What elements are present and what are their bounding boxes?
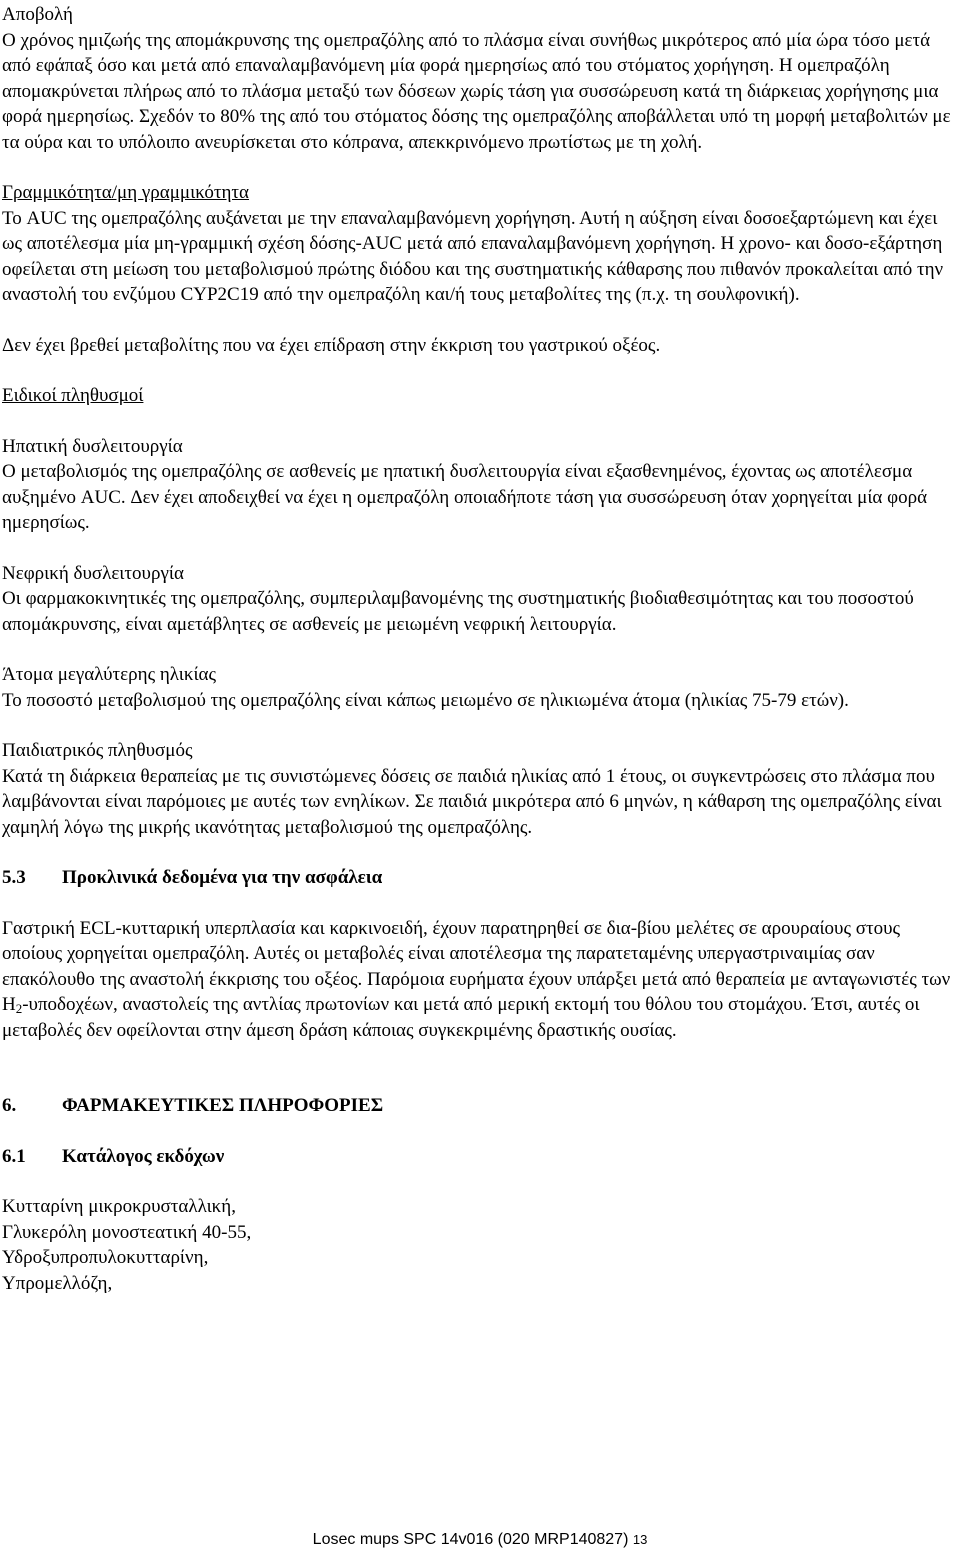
section-5-3-title: Προκλινικά δεδομένα για την ασφάλεια xyxy=(62,867,383,888)
section-6-1-heading xyxy=(2,1144,954,1170)
elimination-heading: Αποβολή xyxy=(2,4,73,25)
elderly-paragraph: Το ποσοστό μεταβολισμού της ομεπραζόλης είναι κάπως μειωμένο σε ηλικιωμένα άτομα (ηλικίας 75-79 ετών). xyxy=(2,689,849,711)
section-6-number: 6. xyxy=(2,1095,17,1116)
section-6-heading xyxy=(2,1093,954,1119)
excipient-item: Υπρομελλόζη, xyxy=(2,1272,113,1294)
linearity-paragraph: Το AUC της ομεπραζόλης αυξάνεται με την επαναλαμβανόμενη χορήγηση. Αυτή η αύξηση είναι δοσοεξαρτώμενη και έχει ως αποτέλεσμα μία μη-γραμμική σχέση δόσης-AUC μετά από επαναλαμβανόμενη χορήγηση. Η χρονο- και δοσο-εξάρτηση οφείλεται στη μείωση του μεταβολισμού πρώτης διόδου και της συστηματικής κάθαρσης που πιθανόν προκαλείται από την αναστολή του ενζύμου CYP2C19 από την ομεπραζόλη και/ή τους μεταβολίτες της (π.χ. τη σουλφονική). xyxy=(2,207,944,305)
elderly-heading: Άτομα μεγαλύτερης ηλικίας xyxy=(2,664,217,685)
excipient-item: Κυτταρίνη μικροκρυσταλλική, xyxy=(2,1196,236,1217)
hepatic-heading: Ηπατική δυσλειτουργία xyxy=(2,435,183,457)
renal-paragraph: Οι φαρμακοκινητικές της ομεπραζόλης, συμπεριλαμβανομένης της συστηματικής βιοδιαθεσιμότητας και του ποσοστού απομάκρυνσης, είναι αμετάβλητες σε ασθενείς με μειωμένη νεφρική λειτουργία. xyxy=(2,588,914,635)
excipient-item: Υδροξυπροπυλοκυτταρίνη, xyxy=(2,1247,209,1268)
section-6-1-title: Κατάλογος εκδόχων xyxy=(62,1145,225,1167)
hepatic-paragraph: Ο μεταβολισμός της ομεπραζόλης σε ασθενείς με ηπατική δυσλειτουργία είναι εξασθενημένος, έχοντας ως αποτέλεσμα αυξημένο AUC. Δεν έχει αποδειχθεί να έχει η ομεπραζόλη οποιαδήποτε τάση για συσσώρευση όταν χορηγείται μία φορά ημερησίως. xyxy=(2,461,928,533)
section-6-1-number: 6.1 xyxy=(2,1145,26,1167)
preclinical-text-part1: Γαστρική ECL-κυτταρική υπερπλασία και καρκινοειδή, έχουν παρατηρηθεί σε δια-βίου μελέτες σε αρουραίους στους οποίους χορηγείται ομεπραζόλη. Αυτές οι μεταβολές είναι αποτέλεσμα της παρατεταμένης υπεργαστριναιμίας σαν επακόλουθο της αναστολή έκκρισης του οξέος. Παρόμοια ευρήματα έχουν υπάρξει μετά από θεραπεία με ανταγωνιστές των H xyxy=(2,917,951,1015)
excipients-list xyxy=(2,1194,954,1296)
section-5-3-number: 5.3 xyxy=(2,867,26,888)
elimination-paragraph: Ο χρόνος ημιζωής της απομάκρυνσης της ομεπραζόλης από το πλάσμα είναι συνήθως μικρότερος από μία ώρα τόσο μετά από εφάπαξ όσο και μετά από επαναλαμβανόμενη μία φορά ημερησίως από του στόματος χορήγηση. Η ομεπραζόλη απομακρύνεται πλήρως από το πλάσμα μεταξύ των δόσεων χωρίς τάση για συσσώρευση κατά τη διάρκειας χορήγησης μια φορά ημερησίως. Σχεδόν το 80% της από του στόματος δόσης της ομεπραζόλης αποβάλλεται υπό τη μορφή μεταβολιτών με τα ούρα και το υπόλοιπο ανευρίσκεται στο κόπρανα, απεκκρινόμενο πρωτίστως με τη χολή. xyxy=(2,29,951,153)
h2-subscript: 2 xyxy=(15,1001,23,1016)
metabolite-paragraph: Δεν έχει βρεθεί μεταβολίτης που να έχει επίδραση στην έκκριση του γαστρικού οξέος. xyxy=(2,334,661,356)
renal-heading: Νεφρική δυσλειτουργία xyxy=(2,562,184,584)
section-5-3-heading xyxy=(2,865,954,891)
linearity-heading: Γραμμικότητα/μη γραμμικότητα xyxy=(2,182,250,203)
preclinical-text-part2: -υποδοχέων, αναστολείς της αντλίας πρωτονίων και μετά από μερική εκτομή του θόλου του στομάχου. Έτσι, αυτές οι μεταβολές δεν οφείλονται στην άμεση δράση κάποιας συγκεκριμένης δραστικής ουσίας. xyxy=(2,994,920,1041)
preclinical-paragraph xyxy=(2,916,954,1044)
paediatric-heading: Παιδιατρικός πληθυσμός xyxy=(2,740,193,761)
section-6-title: ΦΑΡΜΑΚΕΥΤΙΚΕΣ ΠΛΗΡΟΦΟΡΙΕΣ xyxy=(62,1095,384,1116)
paediatric-paragraph: Κατά τη διάρκεια θεραπείας με τις συνιστώμενες δόσεις σε παιδιά ηλικίας από 1 έτους, οι συγκεντρώσεις στο πλάσμα που λαμβάνονται είναι παρόμοιες με αυτές των ενηλίκων. Σε παιδιά μικρότερα από 6 μηνών, η κάθαρση της ομεπραζόλης είναι χαμηλή λόγω της μικρής ικανότητας μεταβολισμού της ομεπραζόλης. xyxy=(2,765,942,838)
special-populations-heading: Ειδικοί πληθυσμοί xyxy=(2,385,144,406)
footer-text: Losec mups SPC 14v016 (020 MRP140827) xyxy=(312,1531,629,1548)
excipient-item: Γλυκερόλη μονοστεατική 40-55, xyxy=(2,1221,252,1243)
document-page xyxy=(2,0,954,1296)
page-footer xyxy=(0,1530,960,1550)
page-number: 13 xyxy=(632,1532,648,1547)
